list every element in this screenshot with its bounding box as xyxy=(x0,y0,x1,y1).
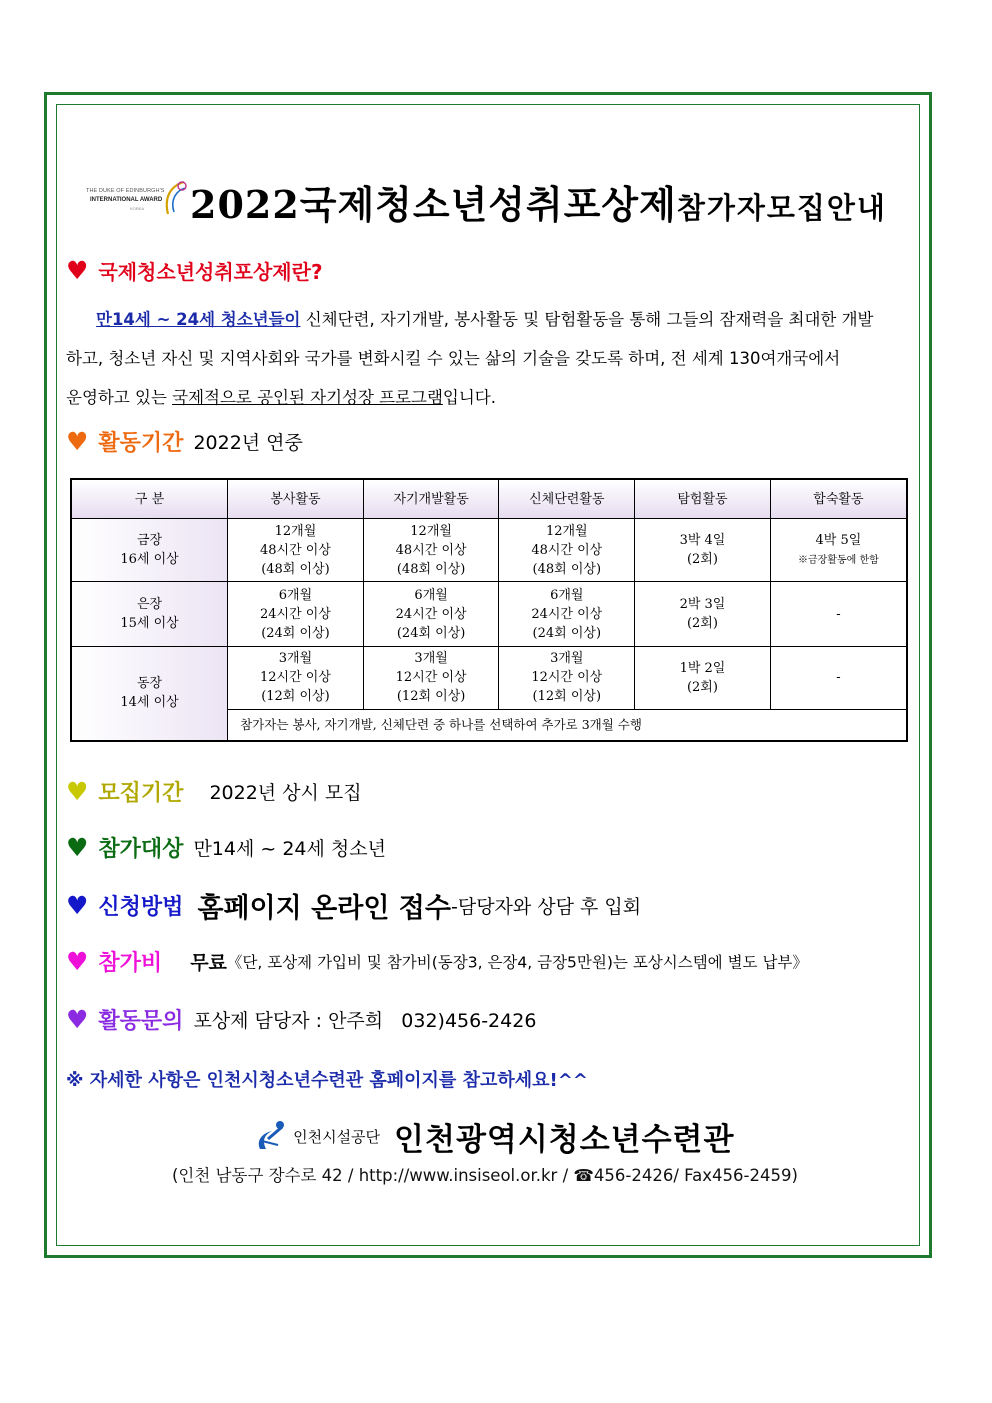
table-cell xyxy=(635,646,771,709)
cell-line: 12시간 이상 xyxy=(259,670,331,686)
cell-note: ※금장활동에 한함 xyxy=(797,554,879,566)
contact-heading: 활동문의 xyxy=(98,1009,184,1034)
contact-section xyxy=(66,1004,536,1035)
cell-line: (12회 이상) xyxy=(532,689,602,705)
cell-line: (2회) xyxy=(686,679,718,695)
cell-line: (24회 이상) xyxy=(396,625,466,641)
heart-icon: ♥ xyxy=(66,777,89,806)
level-cell xyxy=(71,646,228,741)
table-cell xyxy=(499,646,635,709)
target-heading: 참가대상 xyxy=(98,837,184,862)
period-heading: 활동기간 xyxy=(98,431,184,456)
heart-icon: ♥ xyxy=(66,256,89,285)
title-row xyxy=(80,172,920,232)
cell-line: 48시간 이상 xyxy=(259,542,331,558)
level-age: 15세 이상 xyxy=(120,616,179,632)
recruit-value: 2022년 상시 모집 xyxy=(209,782,362,804)
level-cell xyxy=(71,582,228,647)
address-line: (인천 남동구 장수로 42 / http://www.insiseol.or.kr / ☎456-2426/ Fax456-2459) xyxy=(172,1166,798,1185)
apply-section xyxy=(66,886,641,925)
cell-line: 4박 5일 xyxy=(815,532,862,548)
apply-value-main: 홈페이지 온라인 접수 xyxy=(197,893,451,924)
cell-line: 48시간 이상 xyxy=(531,542,603,558)
org-name: 인천광역시청소년수련관 xyxy=(394,1122,735,1158)
cell-line: 3개월 xyxy=(414,651,448,667)
cell-line: 12시간 이상 xyxy=(395,670,467,686)
period-section xyxy=(66,426,303,457)
level-name: 금장 xyxy=(136,533,163,549)
level-cell xyxy=(71,519,228,582)
about-heading: 국제청소년성취포상제란? xyxy=(98,260,323,284)
table-cell xyxy=(228,519,364,582)
target-section xyxy=(66,832,386,863)
table-header: 신체단련활동 xyxy=(499,479,635,519)
period-value: 2022년 연중 xyxy=(193,432,303,454)
table-cell xyxy=(363,519,499,582)
table-header: 봉사활동 xyxy=(228,479,364,519)
table-cell xyxy=(228,582,364,647)
cell-line: 1박 2일 xyxy=(679,660,726,676)
age-highlight: 만14세 ~ 24세 청소년들이 xyxy=(96,310,301,329)
table-header: 합숙활동 xyxy=(770,479,907,519)
about-line-1 xyxy=(66,300,916,339)
heart-icon: ♥ xyxy=(66,1005,89,1034)
cell-line: 12개월 xyxy=(410,523,452,539)
cell-line: 12개월 xyxy=(545,523,588,539)
table-cell xyxy=(499,582,635,647)
cell-line: (12회 이상) xyxy=(396,689,466,705)
table-cell xyxy=(770,646,907,709)
cell-line: (24회 이상) xyxy=(261,625,330,641)
cell-line: 12시간 이상 xyxy=(531,670,603,686)
level-age: 16세 이상 xyxy=(120,552,179,568)
table-cell xyxy=(363,582,499,647)
table-header-row xyxy=(71,479,907,519)
cell-line: 6개월 xyxy=(278,587,313,603)
table-row xyxy=(71,646,907,709)
level-name: 은장 xyxy=(136,597,163,613)
cell-line: 6개월 xyxy=(550,587,584,603)
table-cell xyxy=(363,646,499,709)
about-line-3-a: 운영하고 있는 xyxy=(66,388,173,407)
table-cell xyxy=(770,519,907,582)
about-line-3 xyxy=(66,378,916,417)
cell-line: (24회 이상) xyxy=(532,625,602,641)
award-logo-line3: KOREA xyxy=(130,206,145,211)
table-row xyxy=(71,582,907,647)
page-title xyxy=(190,174,887,229)
level-name: 동장 xyxy=(136,676,163,692)
cell-line: - xyxy=(836,606,841,622)
table-header: 자기개발활동 xyxy=(363,479,499,519)
table-row xyxy=(71,519,907,582)
table-cell xyxy=(228,646,364,709)
award-logo-line2: INTERNATIONAL AWARD xyxy=(90,197,163,203)
cell-line: 12개월 xyxy=(274,523,317,539)
table-cell xyxy=(635,582,771,647)
target-value: 만14세 ~ 24세 청소년 xyxy=(193,838,386,860)
cell-line: (48회 이상) xyxy=(532,561,602,577)
about-line-1-rest: 신체단련, 자기개발, 봉사활동 및 탐험활동을 통해 그들의 잠재력을 최대한 개발 xyxy=(300,310,874,329)
footnote: ※ 자세한 사항은 인천시청소년수련관 홈페이지를 참고하세요!^^ xyxy=(66,1070,588,1091)
cell-line: (2회) xyxy=(686,616,718,632)
heart-icon: ♥ xyxy=(66,427,89,456)
cell-line: 3개월 xyxy=(278,651,313,667)
cell-line: (2회) xyxy=(686,552,718,568)
cell-line: (48회 이상) xyxy=(396,561,466,577)
table-header: 구 분 xyxy=(71,479,228,519)
table-cell xyxy=(770,582,907,647)
heart-icon: ♥ xyxy=(66,947,89,976)
award-emblem-icon xyxy=(160,178,190,218)
contact-value: 포상제 담당자 : 안주희 032)456-2426 xyxy=(193,1010,537,1032)
cell-line: 3박 4일 xyxy=(679,533,726,549)
fee-section xyxy=(66,946,808,977)
fee-value-free: 무료 xyxy=(190,952,227,974)
heart-icon: ♥ xyxy=(66,833,89,862)
cell-line: 24시간 이상 xyxy=(395,606,467,622)
cell-line: (48회 이상) xyxy=(261,561,330,577)
fee-heading: 참가비 xyxy=(98,951,163,976)
about-paragraph xyxy=(66,300,916,417)
cell-line: 3개월 xyxy=(550,651,584,667)
cell-line: 24시간 이상 xyxy=(259,606,331,622)
cell-line: (12회 이상) xyxy=(261,689,330,705)
program-underline: 국제적으로 공인된 자기성장 프로그램 xyxy=(172,388,443,407)
recruit-heading: 모집기간 xyxy=(98,781,184,806)
title-main-text: 2022국제청소년성취포상제 xyxy=(190,182,677,227)
org-logo-icon xyxy=(254,1119,288,1155)
table-cell xyxy=(499,519,635,582)
about-line-3-b: 입니다. xyxy=(442,388,496,407)
title-sub-text: 참가자모집안내 xyxy=(676,191,887,225)
table-header: 탐험활동 xyxy=(635,479,771,519)
apply-value-rest: -담당자와 상담 후 입회 xyxy=(450,896,642,918)
recruit-section xyxy=(66,776,362,807)
cell-line: 6개월 xyxy=(414,587,448,603)
level-age: 14세 이상 xyxy=(120,695,179,711)
cell-line: 2박 3일 xyxy=(679,597,726,613)
activity-table xyxy=(70,478,908,742)
org-small-name: 인천시설공단 xyxy=(293,1128,381,1146)
fee-value-note: 《단, 포상제 가입비 및 참가비(동장3, 은장4, 금장5만원)는 포상시스템에 별도 납부》 xyxy=(226,953,808,972)
award-logo-line1: THE DUKE OF EDINBURGH'S xyxy=(86,188,165,194)
award-logo xyxy=(80,178,190,218)
table-cell xyxy=(635,519,771,582)
heart-icon: ♥ xyxy=(66,891,89,920)
table-note: 참가자는 봉사, 자기개발, 신체단련 중 하나를 선택하여 추가로 3개월 수행 xyxy=(228,709,907,741)
cell-line: 48시간 이상 xyxy=(395,542,467,558)
apply-heading: 신청방법 xyxy=(98,895,184,920)
cell-line: 24시간 이상 xyxy=(531,606,603,622)
about-line-2: 하고, 청소년 자신 및 지역사회와 국가를 변화시킬 수 있는 삶의 기술을 갖도록 하며, 전 세계 130여개국에서 xyxy=(66,349,841,368)
org-row xyxy=(254,1114,734,1158)
cell-line: - xyxy=(836,670,841,686)
about-section xyxy=(66,256,323,285)
